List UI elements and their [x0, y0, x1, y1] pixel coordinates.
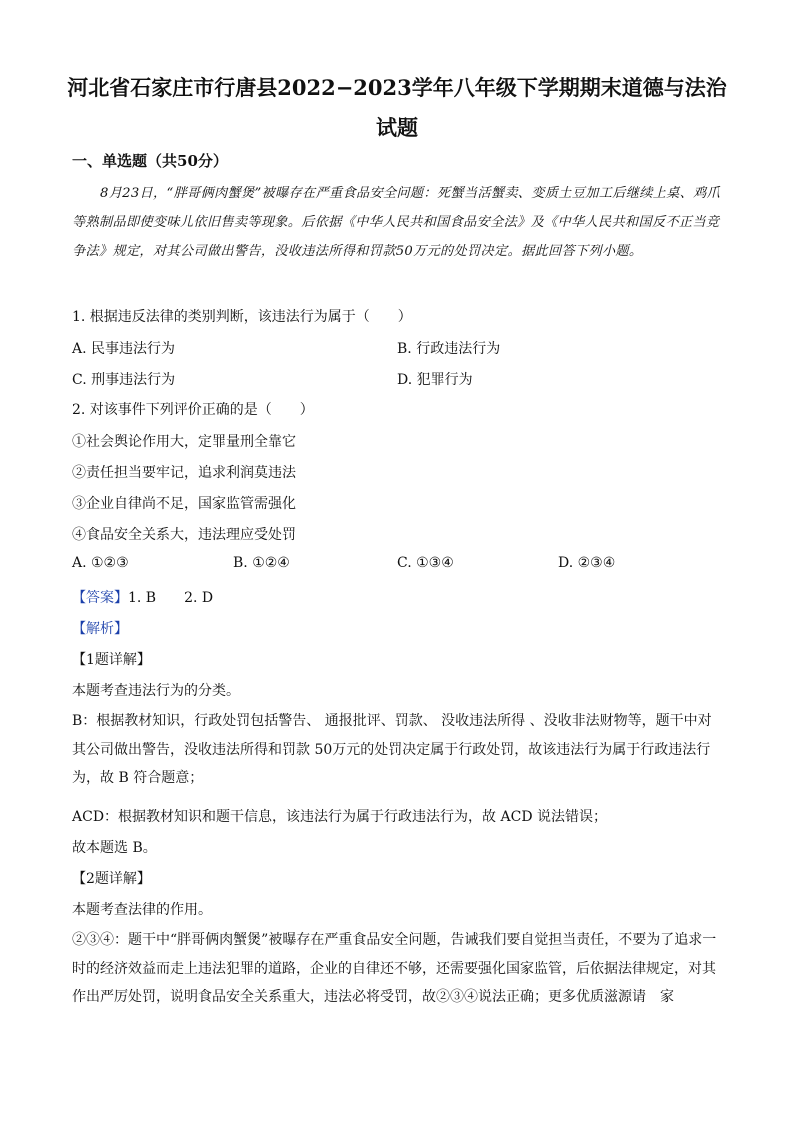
detail-1-header: 【1题详解】 [72, 652, 151, 668]
detail-1-paragraph-acd: ACD：根据教材知识和题干信息，该违法行为属于行政违法行为，故 ACD 说法错误； [72, 809, 607, 825]
answer-line [72, 587, 213, 607]
q2-statement-2: ②责任担当要牢记，追求利润莫违法 [72, 465, 296, 481]
detail-2-paragraph: ②③④：题干中“胖哥俩肉蟹煲”被曝存在严重食品安全问题，告诫我们要自觉担当责任，不要为了追求一时的经济效益而走上违法犯罪的道路，企业的自律还不够，还需要强化国家监管，后依据法律规定，对其作出严厉处罚，说明食品安全关系重大，违法必将受罚，故②③④说法正确；更多优质滋源请 家 [72, 932, 717, 1005]
q2-statement-1: ①社会舆论作用大，定罪量刑全靠它 [72, 434, 296, 450]
answer-label: 【答案】 [72, 590, 128, 606]
section-heading: 一、单选题（共50分） [72, 152, 228, 170]
analysis-label: 【解析】 [72, 621, 128, 637]
title-line-2: 试题 [376, 115, 418, 140]
q1-option-d: D. 犯罪行为 [397, 372, 473, 388]
detail-1-topic: 本题考查违法行为的分类。 [72, 683, 240, 699]
q2-option-a: A. ①②③ [72, 555, 129, 571]
q1-option-b: B. 行政违法行为 [397, 341, 501, 357]
q2-statement-4: ④食品安全关系大，违法理应受处罚 [72, 527, 296, 543]
detail-2-header: 【2题详解】 [72, 871, 151, 887]
q1-option-a: A. 民事违法行为 [72, 341, 176, 357]
title-line-1: 河北省石家庄市行唐县2022−2023学年八年级下学期期末道德与法治 [67, 75, 727, 100]
question-2-stem: 2. 对该事件下列评价正确的是（ ） [72, 402, 314, 418]
document-title [50, 68, 744, 148]
q2-option-d: D. ②③④ [558, 555, 616, 571]
question-intro-passage: 8月23日，“胖哥俩肉蟹煲”被曝存在严重食品安全问题：死蟹当活蟹卖、变质土豆加工后继续上桌、鸡爪等熟制品即使变味儿依旧售卖等现象。后依据《中华人民共和国食品安全法》及《中华人民共和国反不正当竞争法》规定，对其公司做出警告，没收违法所得和罚款50万元的处罚决定。据此回答下列小题。 [72, 186, 721, 259]
detail-2-topic: 本题考查法律的作用。 [72, 902, 212, 918]
q2-option-b: B. ①②④ [233, 555, 290, 571]
detail-1-conclusion: 故本题选 B。 [72, 840, 157, 856]
detail-1-paragraph-b: B：根据教材知识，行政处罚包括警告、 通报批评、罚款、 没收违法所得 、没收非法财物等，题干中对其公司做出警告，没收违法所得和罚款 50万元的处罚决定属于行政处罚，故该违法行为属于行政违法行为，故 B 符合题意； [72, 713, 712, 786]
q2-option-c: C. ①③④ [397, 555, 454, 571]
q1-option-c: C. 刑事违法行为 [72, 372, 176, 388]
answer-text: 1. B 2. D [128, 590, 214, 606]
q2-statement-3: ③企业自律尚不足，国家监管需强化 [72, 496, 296, 512]
question-1-stem: 1. 根据违反法律的类别判断，该违法行为属于（ ） [72, 309, 412, 325]
